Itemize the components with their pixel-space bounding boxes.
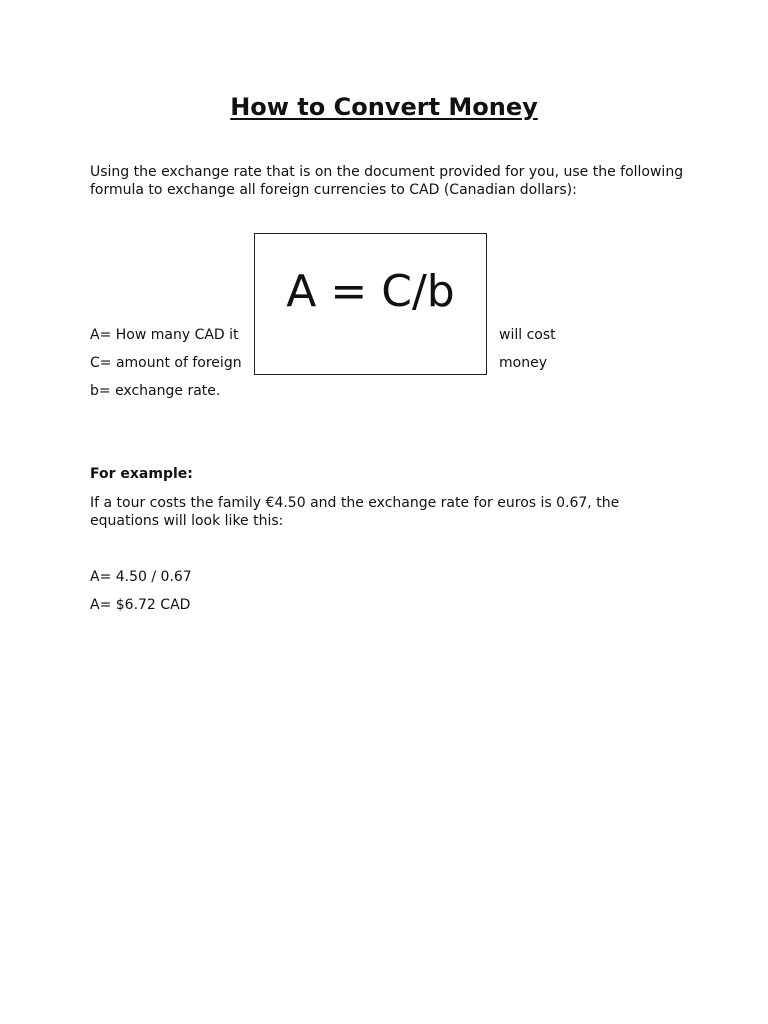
definition-b: b= exchange rate. [90,383,221,399]
definition-c-right: money [499,355,547,371]
definition-c-left: C= amount of foreign [90,355,242,371]
example-heading: For example: [90,466,193,482]
formula-text: A = C/b [286,266,455,317]
definition-a-left: A= How many CAD it [90,327,239,343]
example-paragraph: If a tour costs the family €4.50 and the exchange rate for euros is 0.67, the equations will look like this: [90,495,620,529]
definition-a-right: will cost [499,327,556,343]
calculation-line-2: A= $6.72 CAD [90,597,191,613]
intro-paragraph: Using the exchange rate that is on the document provided for you, use the following formula to exchange all foreign currencies to CAD (Canadian dollars): [90,164,684,198]
page-title: How to Convert Money [230,93,538,121]
calculation-line-1: A= 4.50 / 0.67 [90,569,192,585]
